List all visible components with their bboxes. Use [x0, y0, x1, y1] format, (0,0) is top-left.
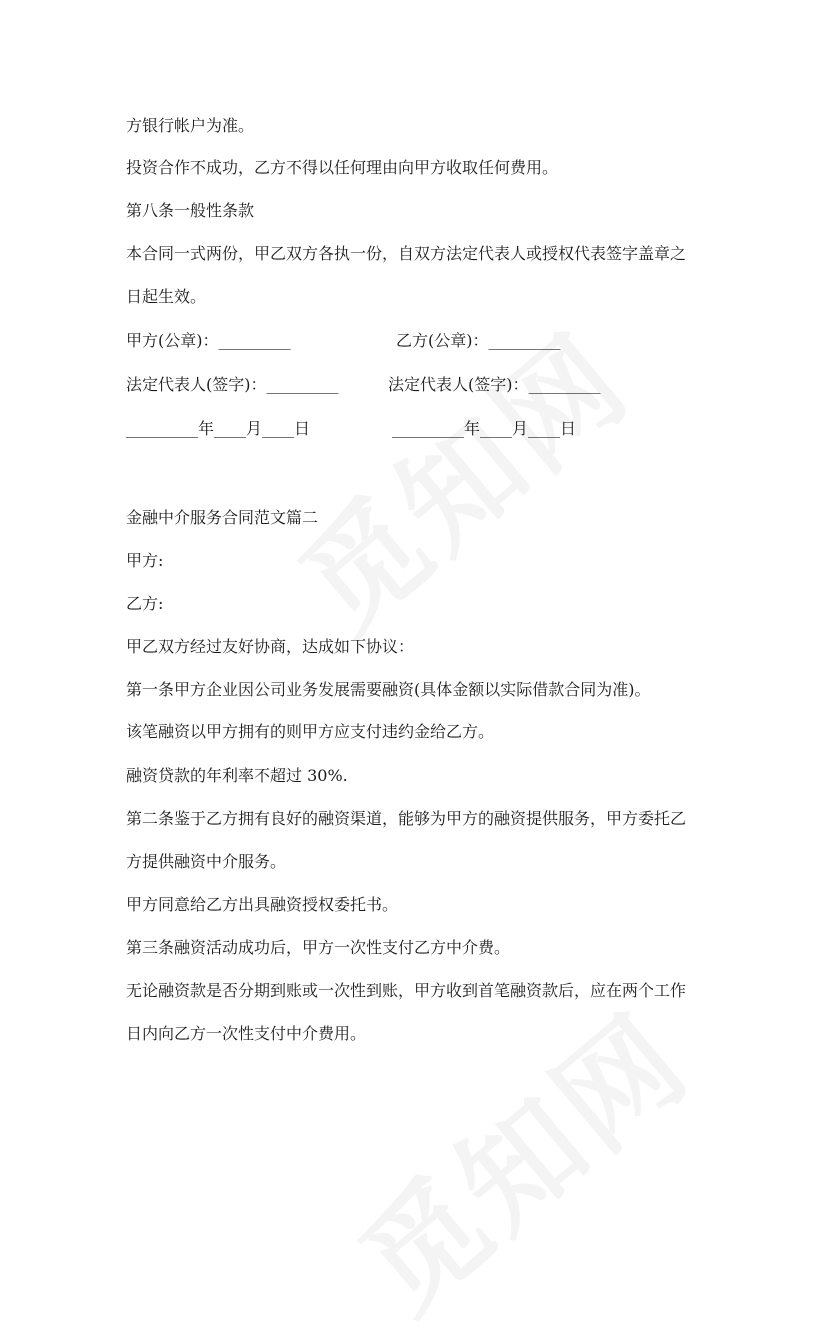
- paragraph-line: 投资合作不成功，乙方不得以任何理由向甲方收取任何费用。: [126, 158, 559, 177]
- paragraph-line: 方银行帐户为准。: [126, 116, 255, 135]
- section-heading: 第八条一般性条款: [126, 201, 255, 220]
- paragraph-line: 日起生效。: [126, 287, 207, 306]
- watermark: [319, 969, 719, 1343]
- paragraph-line: 无论融资款是否分期到账或一次性到账，甲方收到首笔融资款后，应在两个工作: [126, 981, 687, 1000]
- party-a-representative: 法定代表人(签字)：_________: [126, 375, 339, 394]
- party-a-date: _________年____月____日: [126, 419, 311, 438]
- paragraph-line: 第二条鉴于乙方拥有良好的融资渠道，能够为甲方的融资提供服务，甲方委托乙: [126, 809, 687, 828]
- paragraph-line: 该笔融资以甲方拥有的则甲方应支付违约金给乙方。: [126, 722, 495, 741]
- paragraph-line: 方提供融资中介服务。: [126, 852, 287, 871]
- paragraph-line: 甲乙双方经过友好协商，达成如下协议：: [126, 637, 415, 656]
- party-b-representative: 法定代表人(签字)：_________: [388, 375, 601, 394]
- party-b-seal: 乙方(公章)：_________: [396, 331, 561, 350]
- paragraph-line: 甲方同意给乙方出具融资授权委托书。: [126, 895, 399, 914]
- party-b-date: _________年____月____日: [392, 419, 577, 438]
- party-a-label: 甲方:: [126, 551, 164, 570]
- paragraph-line: 本合同一式两份，甲乙双方各执一份，自双方法定代表人或授权代表签字盖章之: [126, 244, 687, 263]
- document-title: 金融中介服务合同范文篇二: [126, 508, 319, 527]
- paragraph-line: 融资贷款的年利率不超过 30%.: [126, 766, 348, 785]
- party-a-seal: 甲方(公章)：_________: [126, 331, 291, 350]
- paragraph-line: 日内向乙方一次性支付中介费用。: [126, 1024, 367, 1043]
- party-b-label: 乙方:: [126, 594, 164, 613]
- paragraph-line: 第一条甲方企业因公司业务发展需要融资(具体金额以实际借款合同为准)。: [126, 680, 651, 699]
- paragraph-line: 第三条融资活动成功后，甲方一次性支付乙方中介费。: [126, 938, 511, 957]
